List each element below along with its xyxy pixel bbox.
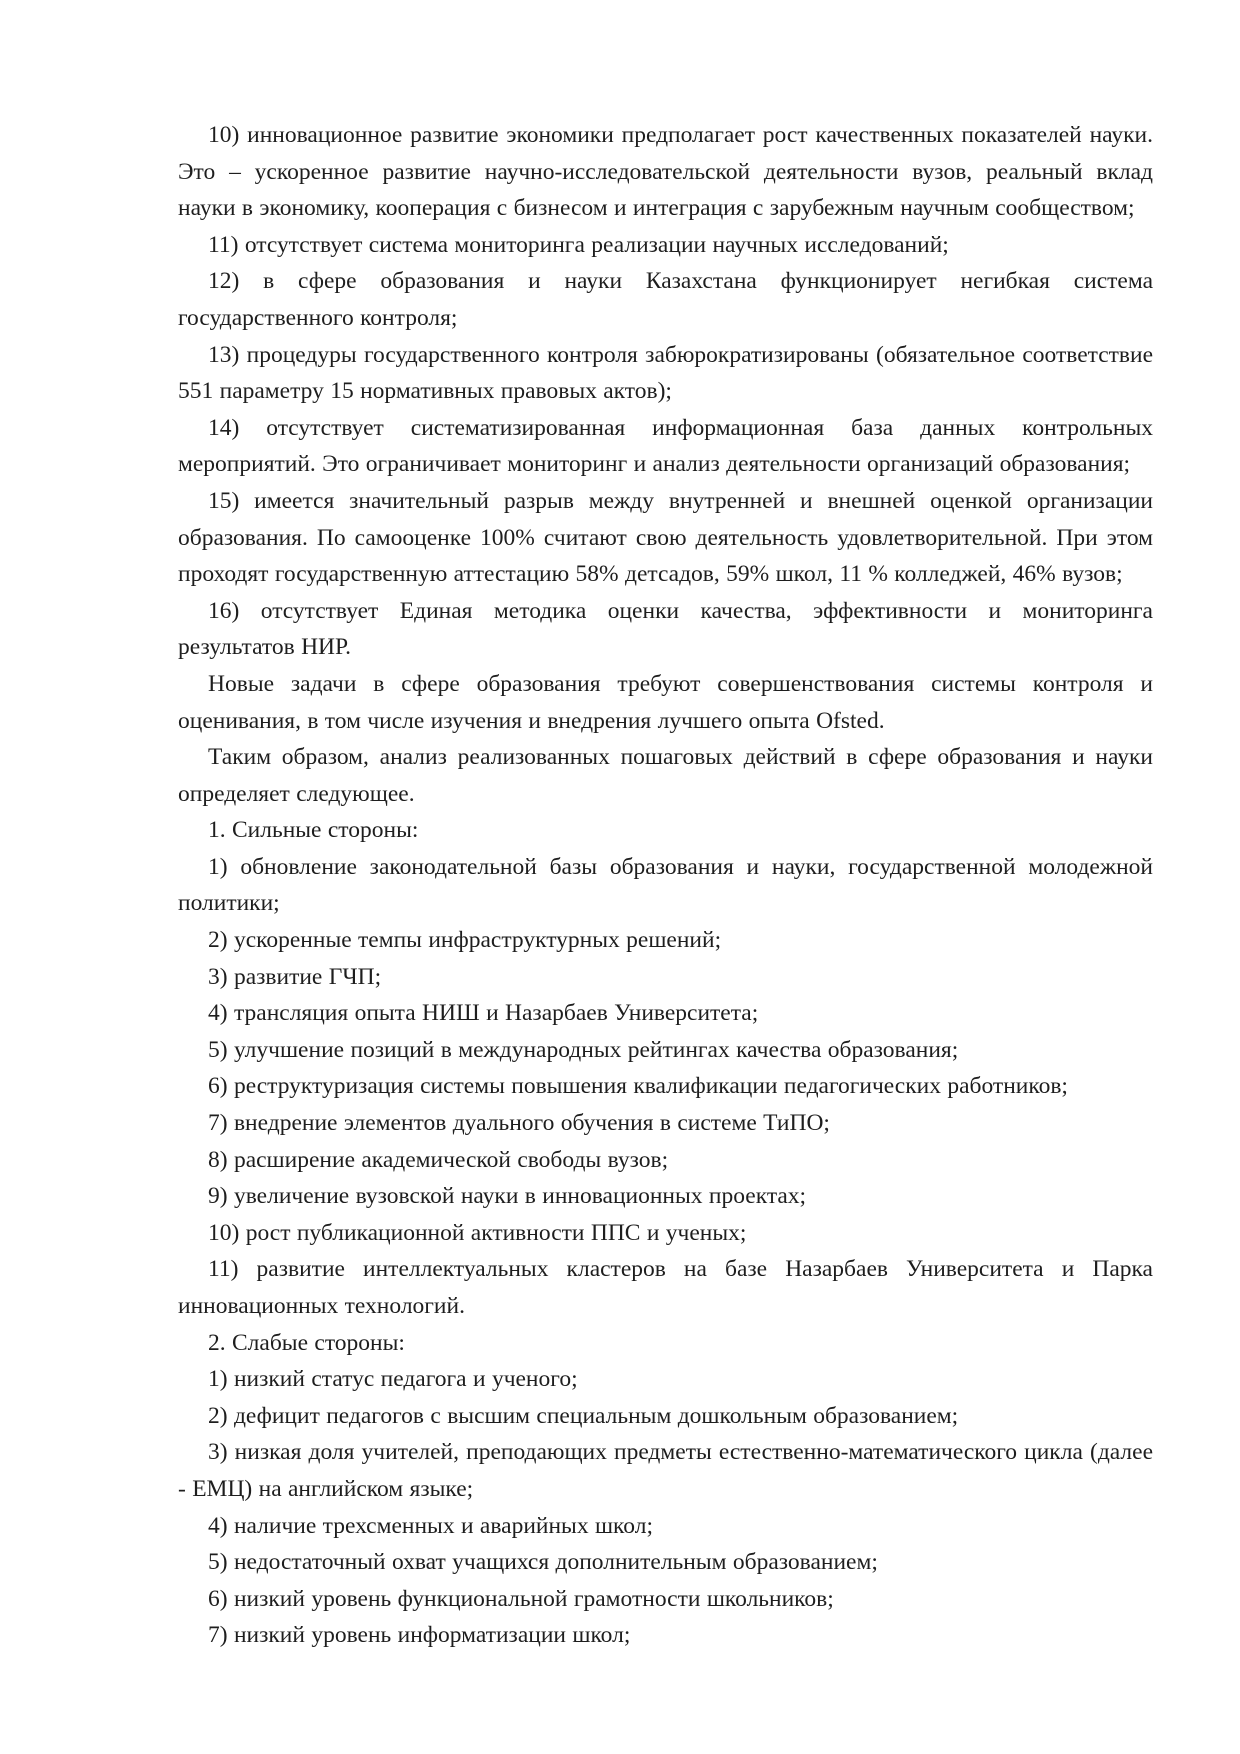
paragraph-item-11-monitoring: 11) отсутствует система мониторинга реализации научных исследований;: [208, 231, 949, 258]
paragraph-item-13-procedures: 13) процедуры государственного контроля забюрократизированы (обязательное соответствие 551 параметру 15 нормативных правовых актов);: [178, 341, 1153, 405]
strength-7-dual-education: 7) внедрение элементов дуального обучения в системе ТиПО;: [208, 1110, 830, 1137]
paragraph-item-10-innovation: 10) инновационное развитие экономики предполагает рост качественных показателей науки. Это – ускоренное развитие научно-исследовательской деятельности вузов, реальный вклад науки в экономику, кооперация с бизнесом и интеграция с зарубежным научным сообществом;: [178, 122, 1153, 222]
paragraph-item-12-state-control: 12) в сфере образования и науки Казахстана функционирует негибкая система государственного контроля;: [178, 268, 1153, 331]
weakness-7-informatization: 7) низкий уровень информатизации школ;: [208, 1622, 631, 1649]
paragraph-item-14-database: 14) отсутствует систематизированная информационная база данных контрольных мероприятий. Это ограничивает мониторинг и анализ деятельности организаций образования;: [178, 414, 1153, 478]
strength-9-university-science: 9) увеличение вузовской науки в инновационных проектах;: [208, 1183, 807, 1210]
weakness-4-three-shift-schools: 4) наличие трехсменных и аварийных школ;: [208, 1512, 653, 1539]
strength-11-clusters: 11) развитие интеллектуальных кластеров на базе Назарбаев Университета и Парка инновационных технологий.: [178, 1256, 1153, 1319]
strength-1-legislation: 1) обновление законодательной базы образования и науки, государственной молодежной политики;: [178, 853, 1153, 917]
heading-strengths: 1. Сильные стороны:: [208, 817, 419, 844]
weakness-3-stem-english: 3) низкая доля учителей, преподающих предметы естественно-математического цикла (далее - ЕМЦ) на английском языке;: [178, 1439, 1153, 1502]
weakness-1-teacher-status: 1) низкий статус педагога и ученого;: [208, 1366, 578, 1393]
paragraph-item-16-methodology: 16) отсутствует Единая методика оценки качества, эффективности и мониторинга результатов НИР.: [178, 597, 1153, 661]
weakness-5-extra-education: 5) недостаточный охват учащихся дополнительным образованием;: [208, 1549, 878, 1576]
strength-5-rankings: 5) улучшение позиций в международных рейтингах качества образования;: [208, 1036, 959, 1063]
strength-10-publications: 10) рост публикационной активности ППС и ученых;: [208, 1219, 747, 1246]
heading-weaknesses: 2. Слабые стороны:: [208, 1329, 405, 1356]
strength-4-nis-experience: 4) трансляция опыта НИШ и Назарбаев Университета;: [208, 1000, 759, 1027]
strength-8-academic-freedom: 8) расширение академической свободы вузов;: [208, 1146, 669, 1173]
strength-3-ppp: 3) развитие ГЧП;: [208, 963, 382, 990]
document-text-block: [178, 117, 1153, 1654]
paragraph-conclusion-intro: Таким образом, анализ реализованных пошаговых действий в сфере образования и науки определяет следующее.: [178, 744, 1153, 807]
weakness-2-preschool-teachers: 2) дефицит педагогов с высшим специальным дошкольным образованием;: [208, 1402, 959, 1429]
strength-6-teacher-training: 6) реструктуризация системы повышения квалификации педагогических работников;: [208, 1073, 1068, 1100]
strength-2-infrastructure: 2) ускоренные темпы инфраструктурных решений;: [208, 927, 722, 954]
paragraph-new-tasks: Новые задачи в сфере образования требуют совершенствования системы контроля и оценивания, в том числе изучения и внедрения лучшего опыта Ofsted.: [178, 670, 1153, 734]
weakness-6-functional-literacy: 6) низкий уровень функциональной грамотности школьников;: [208, 1585, 834, 1612]
paragraph-item-15-assessment-gap: 15) имеется значительный разрыв между внутренней и внешней оценкой организации образования. По самооценке 100% считают свою деятельность удовлетворительной. При этом проходят государственную аттестацию 58% детсадов, 59% школ, 11 % колледжей, 46% вузов;: [178, 487, 1153, 588]
